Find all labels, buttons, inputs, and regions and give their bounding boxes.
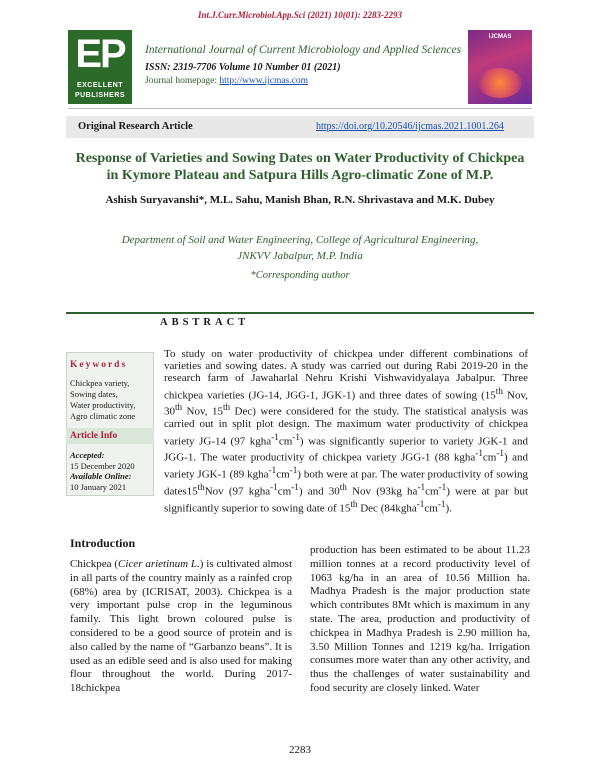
cover-title: IJCMAS (488, 34, 512, 40)
affiliation-line1: Department of Soil and Water Engineering, College of Agricultural Engineering, (121, 234, 479, 246)
online-date: 10 January 2021 (70, 481, 127, 492)
abstract-text: To study on water productivity of chickpea under different combinations of varieties and sowing dates. A study was carried out during Rabi 2019-20 in the research farm of Jawaharlal Nehru Krishi Vishwavidyalaya Jabalpur. Three chickpea varieties (JG-14, JGG-1, JGK-1) and three dates of sowing (15th Nov, 30th Nov, 15th Dec) were considered for the study. The statistical analysis was carried out in split plot design. The maximum water productivity of chickpea variety JG-14 (97 $kgha^{-1}cm^{-1}$) was significantly superior to variety JGK-1 and JGG-1. The water productivity of chickpea variety JGG-1 (88 $kgha^{-1}cm^{-1}$) and variety JGK-1 (89 $kgha^{-1}cm^{-1}$) both were at par. The water productivity of sowing dates15thNov (97 $kgha^{-1}cm^{-1}$) and 30th Nov (93kg $ha^{-1}cm^{-1}$) were at par but significantly superior to sowing date of 15th Dec $(84kgha^{-1}cm^{-1})$. (164, 348, 529, 515)
authors: Ashish Suryavanshi*, M.L. Sahu, Manish Bhan, R.N. Shrivastava and M.K. Dubey (105, 194, 495, 206)
affiliation (90, 232, 510, 264)
keyword-item: Agro climatic zone (70, 411, 136, 421)
journal-issn: ISSN: 2319-7706 Volume 10 Number 01 (2021) (145, 62, 341, 73)
logo-letters: EP (75, 32, 125, 76)
body-column-left: Chickpea (Cicer arietinum L.) is cultivated almost in all parts of the country mainly as a rainfed crop (68%) area by (ICRISAT, 2003). Chickpea is a very important pulse crop in the leguminous family. This light brown coloured pulse is considered to be a good source of protein and is also called by the name of “Garbanzo beans”. It is used as an edible seed and is also used for making flour throughout the world. During 2017-18chickpea (70, 558, 293, 695)
publisher-logo (68, 30, 132, 104)
article-type: Original Research Article (78, 121, 193, 132)
abstract-divider (66, 312, 534, 314)
homepage-label: Journal homepage: (145, 76, 220, 86)
page-number: 2283 (289, 744, 311, 756)
keyword-item: Sowing dates, (70, 389, 118, 399)
introduction-heading: Introduction (70, 536, 136, 550)
body-column-right: production has been estimated to be about 11.23 million tonnes at a record productivity level of 1063 kg/ha in an area of 10.56 Million ha. Madhya Pradesh is the major production state which contributes 8Mt which is maximum in any state. The area, production and productivity of chickpea in Madhya Pradesh is 2.90 million ha, 3.50 Million Tonnes and 1219 kg/ha. Irrigation consumes more water than any other activity, and thus the challenges of water sustainability and food security are closely linked. Water (310, 544, 530, 694)
online-label: Available Online: (70, 471, 132, 481)
homepage-link[interactable]: http://www.ijcmas.com (219, 76, 308, 86)
keyword-item: Water productivity, (70, 400, 136, 410)
journal-homepage (145, 76, 308, 86)
accepted-date: 15 December 2020 (70, 460, 135, 471)
article-info-dates (70, 450, 135, 492)
keywords-list (70, 378, 152, 422)
journal-name: International Journal of Current Microbiology and Applied Sciences (145, 44, 462, 56)
logo-line2: PUBLISHERS (74, 92, 126, 99)
journal-cover-image (468, 30, 532, 104)
affiliation-line2: JNKVV Jabalpur, M.P. India (237, 250, 363, 262)
doi-link[interactable]: https://doi.org/10.20546/ijcmas.2021.1001.264 (316, 121, 504, 132)
keywords-heading: Keywords (70, 360, 128, 370)
logo-line1: EXCELLENT (76, 82, 124, 89)
cover-graphic (478, 68, 522, 98)
corresponding-author: *Corresponding author (250, 270, 350, 281)
running-header: Int.J.Curr.Microbiol.App.Sci (2021) 10(01): 2283-2293 (197, 10, 402, 20)
article-info-heading: Article Info (70, 431, 118, 441)
abstract-heading: ABSTRACT (160, 317, 250, 328)
keyword-item: Chickpea variety, (70, 378, 130, 388)
accepted-label: Accepted: (70, 450, 105, 460)
paper-title: Response of Varieties and Sowing Dates on Water Productivity of Chickpea in Kymore Plateau and Satpura Hills Agro-climatic Zone of M.P. (75, 151, 525, 183)
